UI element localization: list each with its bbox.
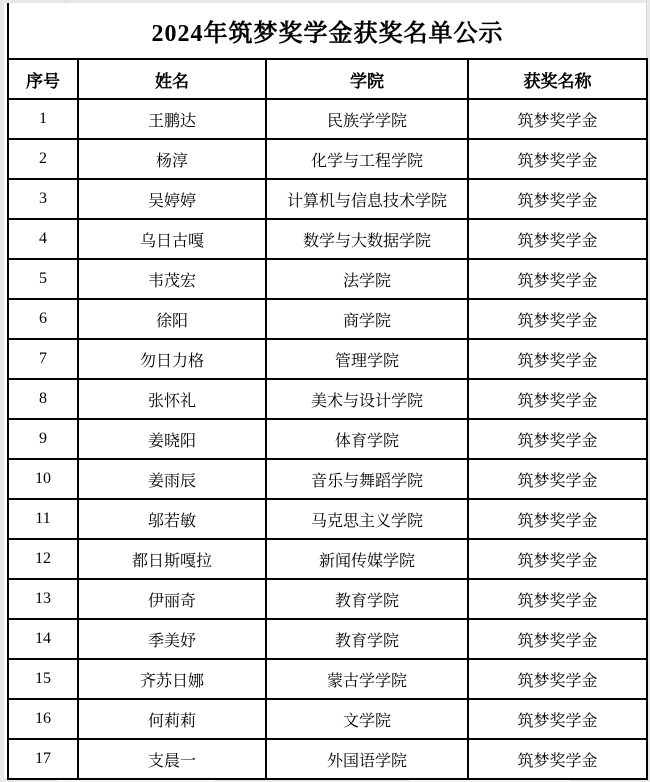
- college-cell: 教育学院: [266, 619, 468, 659]
- name-cell: 吴婷婷: [78, 179, 266, 219]
- row-number-cell: 15: [8, 659, 78, 699]
- name-cell: 都日斯嘎拉: [78, 539, 266, 579]
- college-cell: 文学院: [266, 699, 468, 739]
- college-cell: 体育学院: [266, 419, 468, 459]
- row-number-cell: 14: [8, 619, 78, 659]
- row-number-cell: 9: [8, 419, 78, 459]
- name-cell: 姜晓阳: [78, 419, 266, 459]
- college-cell: 新闻传媒学院: [266, 539, 468, 579]
- table-row: [8, 299, 647, 339]
- row-number-cell: 2: [8, 139, 78, 179]
- award-cell: 筑梦奖学金: [468, 619, 647, 659]
- row-number-cell: 3: [8, 179, 78, 219]
- award-cell: 筑梦奖学金: [468, 299, 647, 339]
- name-cell: 张怀礼: [78, 379, 266, 419]
- award-cell: 筑梦奖学金: [468, 499, 647, 539]
- award-cell: 筑梦奖学金: [468, 139, 647, 179]
- row-number-cell: 5: [8, 259, 78, 299]
- college-cell: 蒙古学学院: [266, 659, 468, 699]
- college-cell: 教育学院: [266, 579, 468, 619]
- table-row: [8, 179, 647, 219]
- award-cell: 筑梦奖学金: [468, 659, 647, 699]
- award-cell: 筑梦奖学金: [468, 539, 647, 579]
- row-number-cell: 6: [8, 299, 78, 339]
- row-number-cell: 4: [8, 219, 78, 259]
- table-row: [8, 379, 647, 419]
- row-number-cell: 7: [8, 339, 78, 379]
- college-cell: 音乐与舞蹈学院: [266, 459, 468, 499]
- row-number-cell: 11: [8, 499, 78, 539]
- award-cell: 筑梦奖学金: [468, 699, 647, 739]
- table-row: [8, 699, 647, 739]
- table-row: [8, 579, 647, 619]
- row-number-cell: 16: [8, 699, 78, 739]
- name-cell: 杨淳: [78, 139, 266, 179]
- award-cell: 筑梦奖学金: [468, 459, 647, 499]
- name-cell: 齐苏日娜: [78, 659, 266, 699]
- award-cell: 筑梦奖学金: [468, 379, 647, 419]
- name-cell: 姜雨辰: [78, 459, 266, 499]
- row-number-cell: 10: [8, 459, 78, 499]
- row-number-cell: 17: [8, 739, 78, 779]
- row-number-cell: 12: [8, 539, 78, 579]
- row-number-cell: 13: [8, 579, 78, 619]
- college-cell: 民族学学院: [266, 99, 468, 139]
- college-cell: 法学院: [266, 259, 468, 299]
- award-cell: 筑梦奖学金: [468, 419, 647, 459]
- college-cell: 马克思主义学院: [266, 499, 468, 539]
- table-row: [8, 219, 647, 259]
- college-cell: 外国语学院: [266, 739, 468, 779]
- college-cell: 化学与工程学院: [266, 139, 468, 179]
- table-header: [8, 59, 647, 99]
- table-row: [8, 259, 647, 299]
- college-cell: 美术与设计学院: [266, 379, 468, 419]
- header-name: 姓名: [78, 59, 266, 99]
- name-cell: 王鹏达: [78, 99, 266, 139]
- header-row: [8, 59, 647, 99]
- award-table: [7, 58, 648, 780]
- name-cell: 韦茂宏: [78, 259, 266, 299]
- name-cell: 邬若敏: [78, 499, 266, 539]
- award-cell: 筑梦奖学金: [468, 179, 647, 219]
- table-row: [8, 499, 647, 539]
- award-cell: 筑梦奖学金: [468, 579, 647, 619]
- college-cell: 管理学院: [266, 339, 468, 379]
- award-cell: 筑梦奖学金: [468, 99, 647, 139]
- award-cell: 筑梦奖学金: [468, 739, 647, 779]
- table-row: [8, 659, 647, 699]
- row-number-cell: 1: [8, 99, 78, 139]
- header-award: 获奖名称: [468, 59, 647, 99]
- table-row: [8, 139, 647, 179]
- table-row: [8, 739, 647, 779]
- name-cell: 乌日古嘎: [78, 219, 266, 259]
- name-cell: 何莉莉: [78, 699, 266, 739]
- header-college: 学院: [266, 59, 468, 99]
- name-cell: 季美妤: [78, 619, 266, 659]
- table-body: [8, 99, 647, 779]
- table-row: [8, 619, 647, 659]
- college-cell: 数学与大数据学院: [266, 219, 468, 259]
- name-cell: 徐阳: [78, 299, 266, 339]
- award-cell: 筑梦奖学金: [468, 219, 647, 259]
- announcement-document: [7, 3, 646, 780]
- table-row: [8, 419, 647, 459]
- award-cell: 筑梦奖学金: [468, 259, 647, 299]
- table-row: [8, 339, 647, 379]
- page-title: 2024年筑梦奖学金获奖名单公示: [7, 3, 646, 58]
- header-number: 序号: [8, 59, 78, 99]
- name-cell: 伊丽奇: [78, 579, 266, 619]
- award-cell: 筑梦奖学金: [468, 339, 647, 379]
- table-row: [8, 99, 647, 139]
- table-row: [8, 459, 647, 499]
- college-cell: 计算机与信息技术学院: [266, 179, 468, 219]
- college-cell: 商学院: [266, 299, 468, 339]
- table-row: [8, 539, 647, 579]
- name-cell: 支晨一: [78, 739, 266, 779]
- row-number-cell: 8: [8, 379, 78, 419]
- name-cell: 勿日力格: [78, 339, 266, 379]
